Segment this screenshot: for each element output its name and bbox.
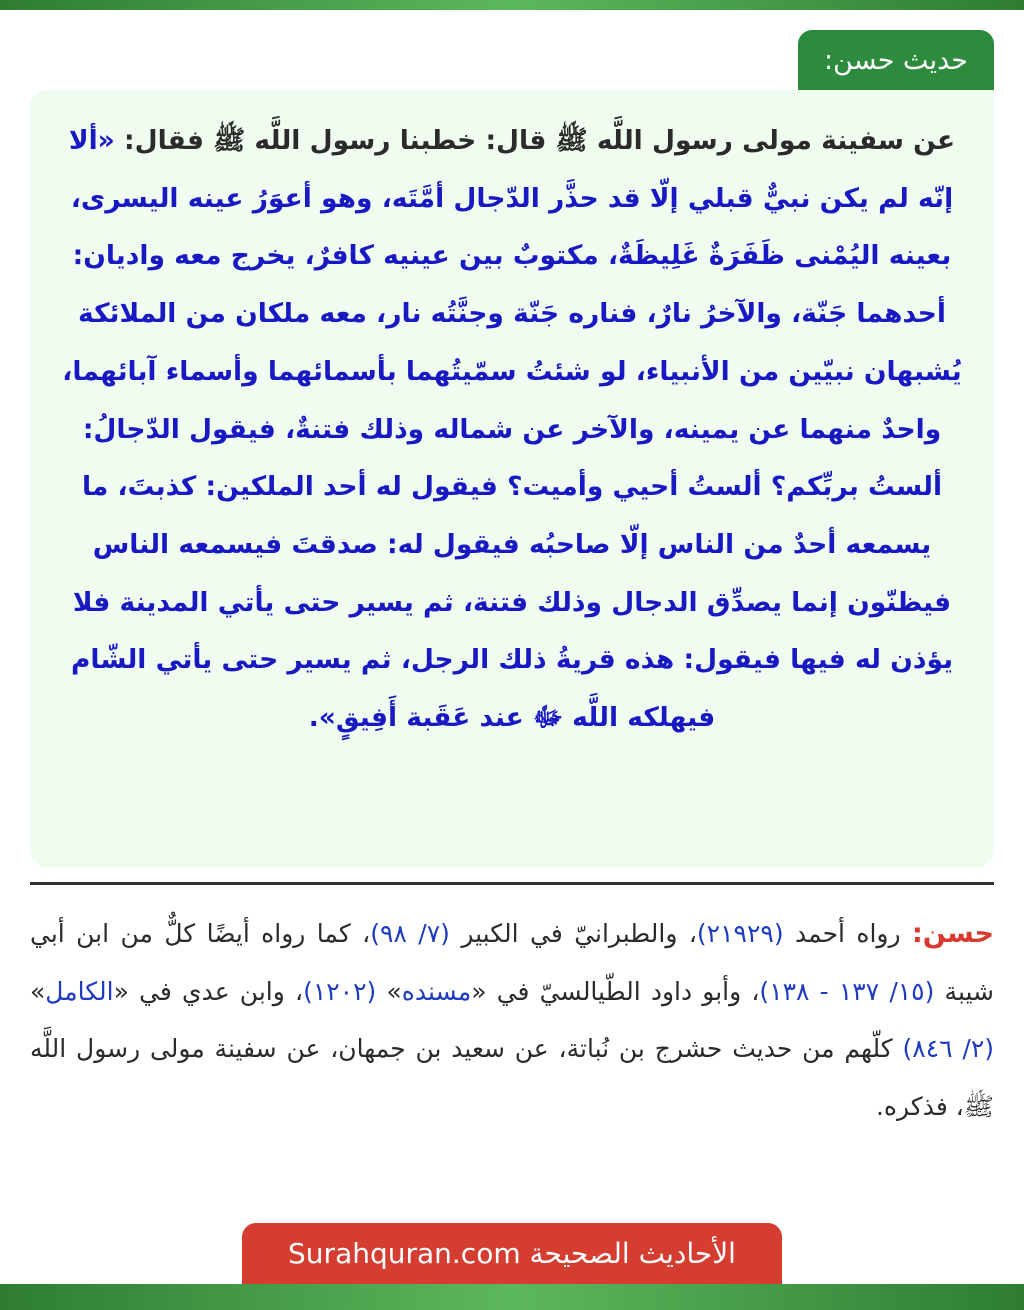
- takhrij-paragraph: [30, 905, 994, 1135]
- takhrij-book-name: مسنده: [401, 976, 472, 1006]
- hadith-isnad-intro: عن سفينة مولى رسول اللَّه ﷺ قال: خطبنا رسول اللَّه ﷺ فقال:: [114, 125, 956, 156]
- bottom-decorative-bar: [0, 1284, 1024, 1310]
- takhrij-text: »: [30, 976, 46, 1006]
- hadith-matn: «ألا إنّه لم يكن نبيٌّ قبلي إلّا قد حذَّر الدّجال أمَّتَه، وهو أعوَرُ عينه اليسرى، بعينه اليُمْنى ظَفَرَةٌ غَلِيظَةٌ، مكتوبٌ بين عينيه كافرٌ، يخرج معه واديان: أحدهما جَنّة، والآخرُ نارٌ، فناره جَنّة وجنَّتُه نار، معه ملكان من الملائكة يُشبهان نبيّين من الأنبياء، لو شئتُ سمّيتُهما بأسمائهما وأسماء آبائهما، واحدٌ منهما عن يمينه، والآخر عن شماله وذلك فتنةٌ، فيقول الدّجالُ: ألستُ بربِّكم؟ ألستُ أحيي وأميت؟ فيقول له أحد الملكين: كذبتَ، ما يسمعه أحدٌ من الناس إلّا صاحبُه فيقول له: صدقتَ فيسمعه الناس فيظنّون إنما يصدِّق الدجال وذلك فتنة، ثم يسير حتى يأتي المدينة فلا يؤذن له فيها فيقول: هذه قريةُ ذلك الرجل، ثم يسير حتى يأتي الشّام فيهلكه اللَّه ﷻ عند عَقَبة أَفِيقٍ».: [62, 125, 962, 734]
- takhrij-text: ، كما رواه أيضًا كلٌّ من ابن أبي شيبة: [30, 919, 994, 1006]
- takhrij-text: ، وأبو داود الطّيالسيّ في «: [471, 976, 760, 1006]
- takhrij-reference: (١٥/ ١٣٧ - ١٣٨): [759, 976, 935, 1006]
- section-divider: [30, 882, 994, 885]
- hadith-text-box: [30, 90, 994, 867]
- takhrij-reference: (١٢٠٢): [303, 976, 377, 1006]
- hadith-paragraph: [52, 112, 972, 747]
- takhrij-text: ، وابن عدي في «: [113, 976, 304, 1006]
- takhrij-text: »: [376, 976, 402, 1006]
- footer-label: الأحاديث الصحيحة Surahquran.com: [288, 1237, 736, 1270]
- hadith-grade-tab: [798, 30, 994, 90]
- top-decorative-bar: [0, 0, 1024, 10]
- takhrij-grade-label: حسن:: [911, 918, 995, 949]
- takhrij-text: رواه أحمد: [783, 919, 912, 948]
- takhrij-reference: (٧/ ٩٨): [370, 919, 450, 948]
- takhrij-text: كلّهم من حديث حشرج بن نُباتة، عن سعيد بن جمهان، عن سفينة مولى رسول اللَّه ﷺ، فذكره.: [30, 1034, 994, 1121]
- takhrij-reference: (٢/ ٨٤٦): [902, 1034, 995, 1063]
- takhrij-book-name: الكامل: [45, 976, 114, 1006]
- site-footer-badge[interactable]: [242, 1223, 782, 1284]
- takhrij-text: ، والطبرانيّ في الكبير: [449, 919, 697, 948]
- hadith-grade-label: حديث حسن:: [824, 44, 968, 76]
- takhrij-reference: (٢١٩٢٩): [696, 919, 784, 948]
